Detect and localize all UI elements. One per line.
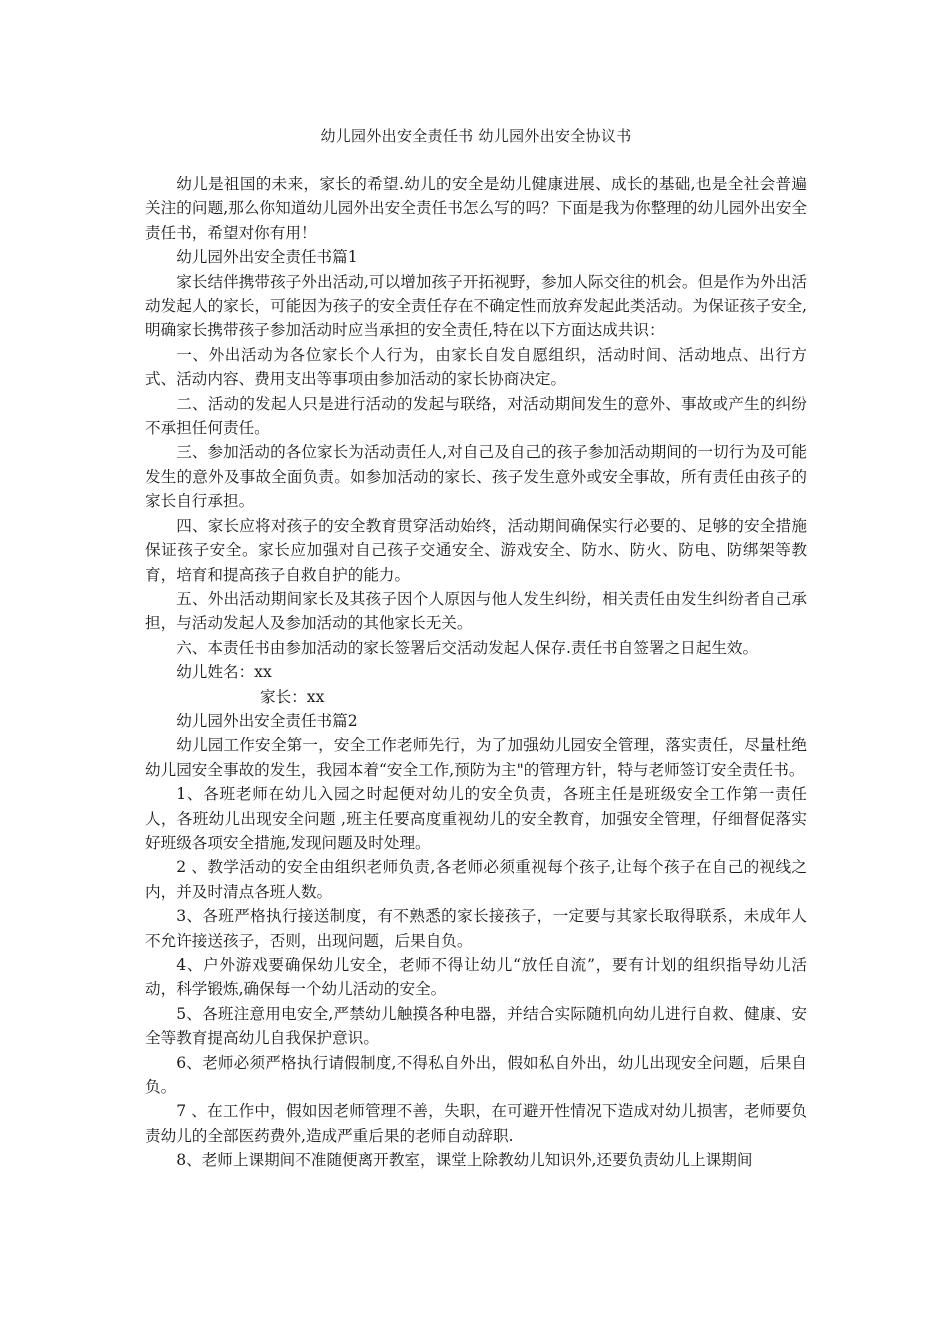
paragraph: 幼儿园工作安全第一，安全工作老师先行，为了加强幼儿园安全管理，落实责任，尽量杜绝幼儿园安全事故的发生，我园本着“安全工作,预防为主"的管理方针，特与老师签订安全责任书。 (145, 736, 807, 779)
paragraph: 二、活动的发起人只是进行活动的发起与联络，对活动期间发生的意外、事故或产生的纠纷不承担任何责任。 (145, 394, 807, 438)
parent-signature-line: 家长：xx (260, 687, 325, 706)
paragraph: 家长结伴携带孩子外出活动,可以增加孩子开拓视野，参加人际交往的机会。但是作为外出活动发起人的家长，可能因为孩子的安全责任存在不确定性而放弃发起此类活动。为保证孩子安全,明确家长携带孩子参加活动时应当承担的安全责任,特在以下方面达成共识： (145, 272, 807, 340)
paragraph: 一、外出活动为各位家长个人行为，由家长自发自愿组织，活动时间、活动地点、出行方式、活动内容、费用支出等事项由参加活动的家长协商决定。 (145, 345, 807, 389)
document-body (145, 172, 807, 1173)
child-name-line: 幼儿姓名：xx (176, 663, 272, 682)
paragraph: 7 、在工作中，假如因老师管理不善，失职，在可避开性情况下造成对幼儿损害，老师要负责幼儿的全部医药费外,造成严重后果的老师自动辞职. (145, 1102, 807, 1145)
document-title: 幼儿园外出安全责任书 幼儿园外出安全协议书 (320, 127, 632, 145)
intro-paragraph: 幼儿是祖国的未来，家长的希望.幼儿的安全是幼儿健康进展、成长的基础,也是全社会普遍关注的问题,那么你知道幼儿园外出安全责任书怎么写的吗？下面是我为你整理的幼儿园外出安全责任书，希望对你有用！ (145, 175, 807, 242)
paragraph: 2 、教学活动的安全由组织老师负责,各老师必须重视每个孩子,让每个孩子在自己的视线之内，并及时清点各班人数。 (145, 858, 807, 901)
paragraph: 5、各班注意用电安全,严禁幼儿触摸各种电器，并结合实际随机向幼儿进行自救、健康、安全等教育提高幼儿自我保护意识。 (145, 1004, 807, 1048)
section-heading-1: 幼儿园外出安全责任书篇1 (176, 248, 358, 267)
paragraph: 8、老师上课期间不准随便离开教室，课堂上除教幼儿知识外,还要负责幼儿上课期间 (176, 1151, 753, 1170)
paragraph: 三、参加活动的各位家长为活动责任人,对自己及自己的孩子参加活动期间的一切行为及可能发生的意外及事故全面负责。如参加活动的家长、孩子发生意外或安全事故，所有责任由孩子的家长自行承担。 (145, 443, 807, 511)
paragraph: 1、各班老师在幼儿入园之时起便对幼儿的安全负责，各班主任是班级安全工作第一责任人，各班幼儿出现安全问题 ,班主任要高度重视幼儿的安全教育，加强安全管理，仔细督促落实好班级各项安全措施,发现问题及时处理。 (145, 785, 807, 852)
paragraph: 6、老师必须严格执行请假制度,不得私自外出，假如私自外出，幼儿出现安全问题，后果自负。 (145, 1053, 807, 1097)
paragraph: 4、户外游戏要确保幼儿安全，老师不得让幼儿“放任自流”，要有计划的组织指导幼儿活动，科学锻炼,确保每一个幼儿活动的安全。 (145, 956, 807, 999)
section-heading-2: 幼儿园外出安全责任书篇2 (176, 711, 358, 730)
paragraph: 六、本责任书由参加活动的家长签署后交活动发起人保存.责任书自签署之日起生效。 (176, 638, 759, 657)
paragraph: 四、家长应将对孩子的安全教育贯穿活动始终，活动期间确保实行必要的、足够的安全措施保证孩子安全。家长应加强对自己孩子交通安全、游戏安全、防水、防火、防电、防绑架等教育，培育和提高孩子自救自护的能力。 (145, 516, 807, 584)
paragraph: 五、外出活动期间家长及其孩子因个人原因与他人发生纠纷，相关责任由发生纠纷者自己承担，与活动发起人及参加活动的其他家长无关。 (145, 589, 807, 633)
paragraph: 3、各班严格执行接送制度，有不熟悉的家长接孩子，一定要与其家长取得联系，未成年人不允许接送孩子，否则，出现问题，后果自负。 (145, 907, 807, 950)
